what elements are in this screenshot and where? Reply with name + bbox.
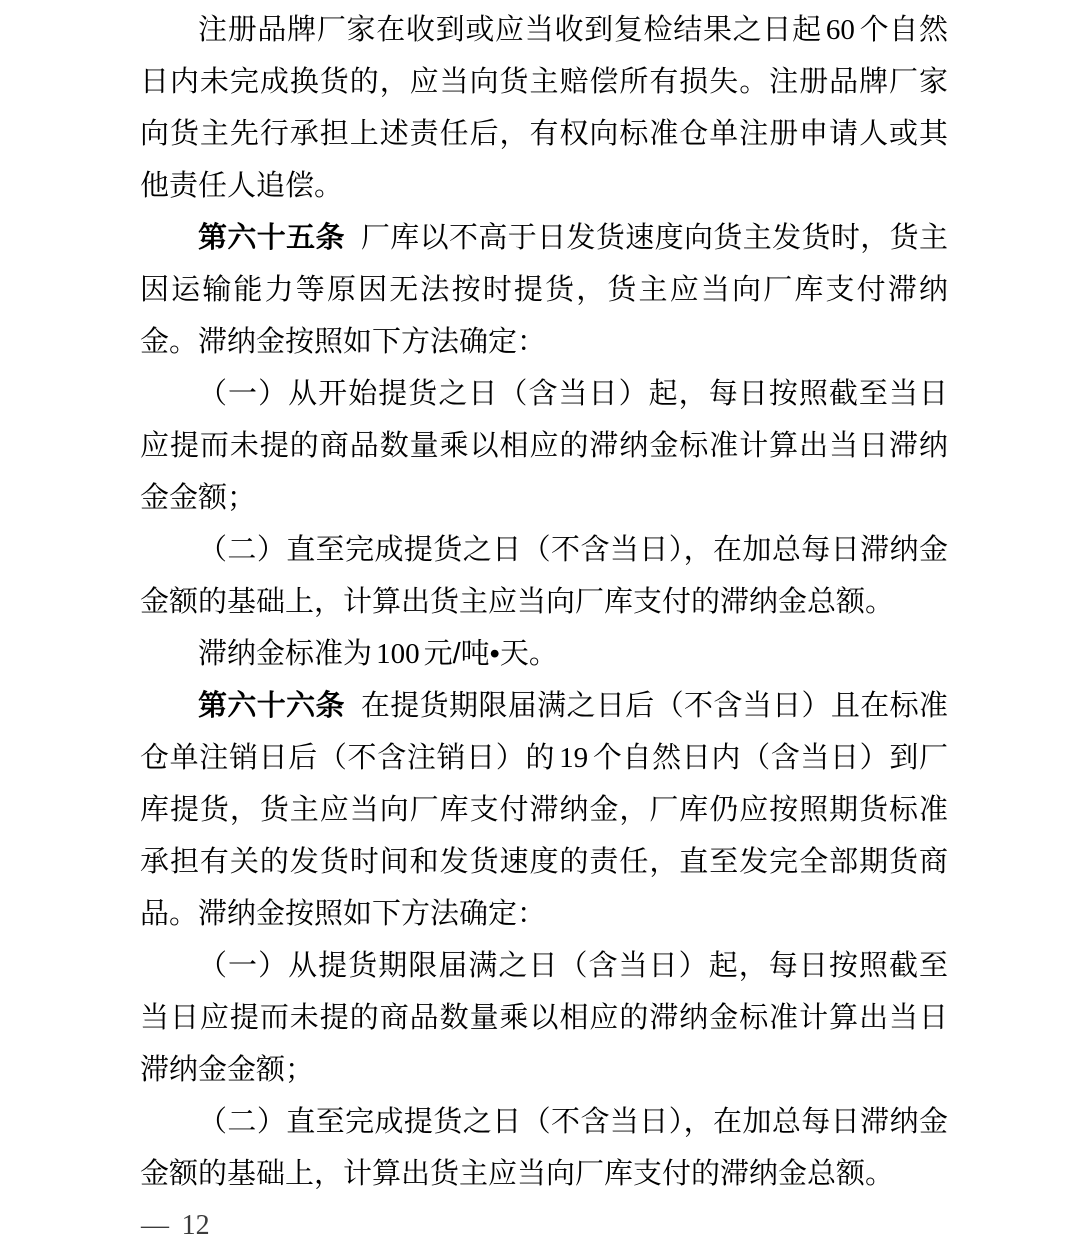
paragraph-article-65 (140, 212, 948, 368)
text-run: （一）从开始提货之日（含当日）起，每日按照截至当日应提而未提的商品数量乘以相应的滞纳金标准计算出当日滞纳金金额； (140, 378, 948, 514)
paragraph-article-66-item-1 (140, 940, 948, 1096)
paragraph-late-fee-standard (140, 628, 948, 680)
text-run: 个自然日内（含当日）到厂库提货，货主应当向厂库支付滞纳金，厂库仍应按照期货标准承担有关的发货时间和发货速度的责任，直至发完全部期货商品。滞纳金按照如下方法确定： (140, 742, 948, 930)
footer-dash: — (141, 1210, 169, 1241)
page-footer (141, 1206, 210, 1246)
document-page (140, 4, 948, 1200)
text-run: 元/吨•天。 (423, 638, 558, 670)
article-66-heading: 第六十六条 (198, 690, 345, 722)
text-run: 在提货期限届满之日后（不含当日）且在标准仓单注销日后（不含注销日）的 (140, 690, 948, 774)
number-100: 100 (376, 638, 420, 670)
paragraph-article-66-item-2 (140, 1096, 948, 1200)
paragraph-article-66 (140, 680, 948, 940)
text-run: 厂库以不高于日发货速度向货主发货时，货主因运输能力等原因无法按时提货，货主应当向厂库支付滞纳金。滞纳金按照如下方法确定： (140, 222, 948, 358)
text-run: 注册品牌厂家在收到或应当收到复检结果之日起 (198, 14, 822, 46)
paragraph-compensation (140, 4, 948, 212)
text-run: （一）从提货期限届满之日（含当日）起，每日按照截至当日应提而未提的商品数量乘以相应的滞纳金标准计算出当日滞纳金金额； (140, 950, 948, 1086)
text-run: 个自然日内未完成换货的，应当向货主赔偿所有损失。注册品牌厂家向货主先行承担上述责任后，有权向标准仓单注册申请人或其他责任人追偿。 (140, 14, 948, 202)
text-run: （二）直至完成提货之日（不含当日），在加总每日滞纳金金额的基础上，计算出货主应当向厂库支付的滞纳金总额。 (140, 1106, 948, 1190)
number-19: 19 (559, 742, 589, 774)
number-60: 60 (825, 14, 855, 46)
page-number: 12 (181, 1210, 210, 1241)
paragraph-article-65-item-1 (140, 368, 948, 524)
text-run: 滞纳金标准为 (198, 638, 373, 670)
text-run: （二）直至完成提货之日（不含当日），在加总每日滞纳金金额的基础上，计算出货主应当向厂库支付的滞纳金总额。 (140, 534, 948, 618)
paragraph-article-65-item-2 (140, 524, 948, 628)
article-65-heading: 第六十五条 (198, 222, 345, 254)
